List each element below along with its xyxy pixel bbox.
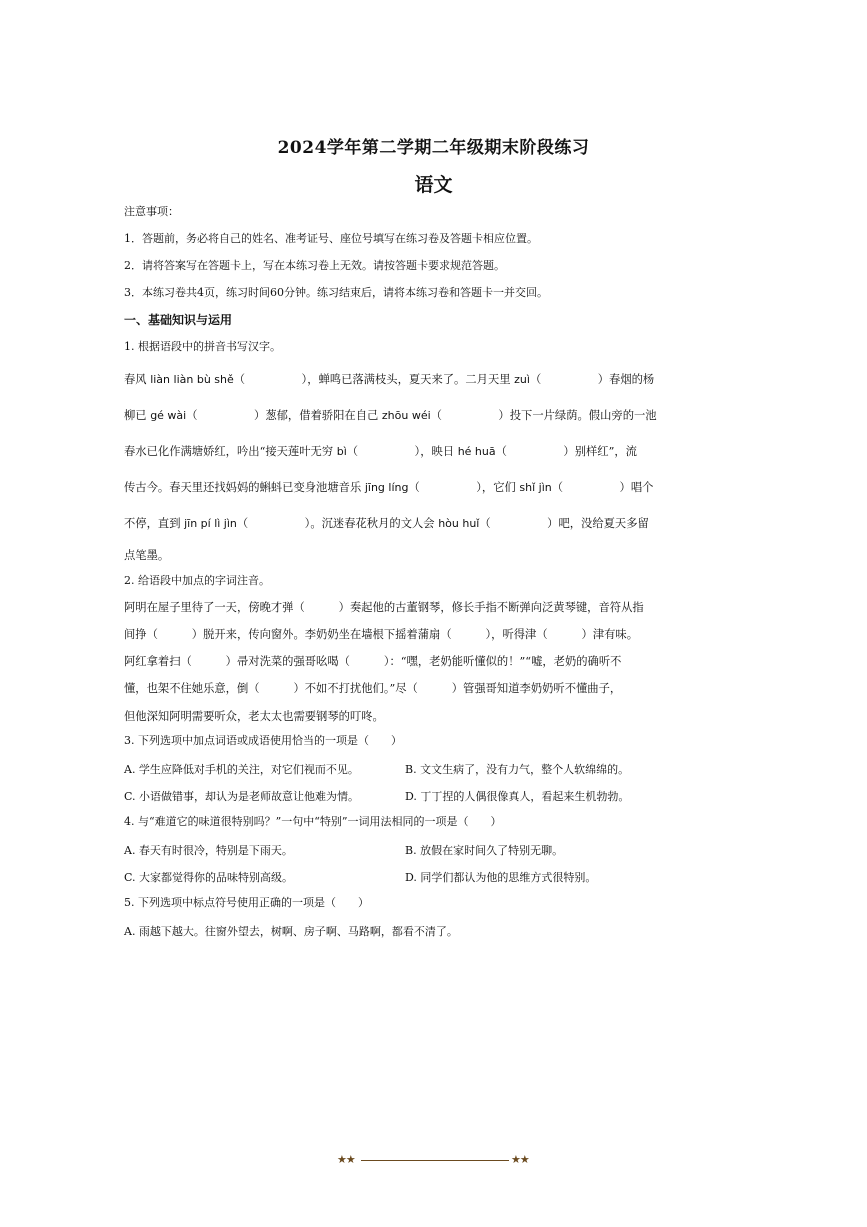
q4-option-b: B. 放假在家时间久了特别无聊。 (405, 844, 564, 857)
pinyin: hé huā (457, 445, 496, 458)
q1-line: 不停，直到 jīn pí lì jìn（ ）。沉迷春花秋月的文人会 hòu huǐ（ ）吧，没给夏天多留 (124, 517, 649, 530)
q3-prompt: 3. 下列选项中加点词语或成语使用恰当的一项是（ ） (124, 734, 402, 747)
q4-option-d: D. 同学们都认为他的思维方式很特别。 (405, 871, 597, 884)
q4-option-c: C. 大家都觉得你的品味特别高级。 (124, 871, 294, 884)
q2-line: 阿明在屋子里待了一天，傍晚才弹（ ）奏起他的古董钢琴，修长手指不断弹向泛黄琴键，音符从指 (124, 601, 644, 614)
q1-line: 春风 liàn liàn bù shě（ ），蝉鸣已落满枝头，夏天来了。二月天里 zuì（ ）春烟的杨 (124, 373, 655, 386)
pinyin: jīn pí lì jìn (184, 517, 237, 530)
pinyin: liàn liàn bù shě (150, 373, 234, 386)
pinyin: hòu huǐ (438, 517, 480, 530)
footer-rule (361, 1160, 509, 1161)
star-icon: ★★ (511, 1153, 529, 1166)
subject-title: 语文 (414, 174, 453, 196)
q3-option-d: D. 丁丁捏的人偶很像真人，看起来生机勃勃。 (405, 790, 630, 803)
q3-option-a: A. 学生应降低对手机的关注，对它们视而不见。 (124, 763, 359, 776)
star-icon: ★★ (337, 1153, 355, 1166)
q3-option-b: B. 文文生病了，没有力气，整个人软绵绵的。 (405, 763, 630, 776)
q2-line: 懂，也架不住她乐意，倒（ ）不如不打扰他们。”尽（ ）管强哥知道李奶奶听不懂曲子， (124, 682, 622, 695)
q4-option-a: A. 春天有时很冷，特别是下雨天。 (124, 844, 293, 857)
pinyin: jīng líng (364, 481, 409, 494)
notice-item-3: 3．本练习卷共4页，练习时间60分钟。练习结束后，请将本练习卷和答题卡一并交回。 (124, 286, 548, 299)
q1-line: 传古今。春天里还找妈妈的蝌蚪已变身池塘音乐 jīng líng（ ），它们 shǐ jìn（ ）唱个 (124, 481, 654, 494)
notice-item-1: 1．答题前，务必将自己的姓名、准考证号、座位号填写在练习卷及答题卡相应位置。 (124, 232, 538, 245)
q2-line: 阿红拿着扫（ ）帚对洗菜的强哥吆喝（ ）：“嘿，老奶能听懂似的！”“嘘，老奶的确听不 (124, 655, 622, 668)
q1-prompt: 1. 根据语段中的拼音书写汉字。 (124, 340, 281, 353)
section-heading-1: 一、基础知识与运用 (124, 313, 233, 327)
q5-prompt: 5. 下列选项中标点符号使用正确的一项是（ ） (124, 896, 369, 909)
q3-option-c: C. 小语做错事，却认为是老师故意让他难为情。 (124, 790, 360, 803)
page-footer-ornament (337, 1153, 533, 1167)
pinyin: zhōu wéi (381, 409, 431, 422)
q2-prompt: 2. 给语段中加点的字词注音。 (124, 574, 270, 587)
q1-line: 点笔墨。 (124, 549, 170, 562)
q5-option-a: A. 雨越下越大。往窗外望去，树啊、房子啊、马路啊，都看不清了。 (124, 925, 458, 938)
exam-title: 2024学年第二学期二年级期末阶段练习 (277, 138, 590, 158)
pinyin: bì (336, 445, 347, 458)
q4-prompt: 4. 与“难道它的味道很特别吗？”一句中“特别”一词用法相同的一项是（ ） (124, 815, 502, 828)
pinyin: gé wài (150, 409, 187, 422)
pinyin: zuì (514, 373, 530, 386)
pinyin: shǐ jìn (519, 481, 552, 494)
q1-line: 柳已 gé wài（ ）葱郁，借着骄阳在自己 zhōu wéi（ ）投下一片绿荫。假山旁的一池 (124, 409, 657, 422)
notice-item-2: 2．请将答案写在答题卡上，写在本练习卷上无效。请按答题卡要求规范答题。 (124, 259, 505, 272)
q1-line: 春水已化作满塘娇红，吟出“接天莲叶无穷 bì（ ），映日 hé huā（ ）别样红”，流 (124, 445, 637, 458)
q2-line: 间挣（ ）脱开来，传向窗外。李奶奶坐在墙根下摇着蒲扇（ ），听得津（ ）津有味。 (124, 628, 639, 641)
notice-heading: 注意事项： (124, 205, 179, 218)
q2-line: 但他深知阿明需要听众，老太太也需要钢琴的叮咚。 (124, 710, 384, 723)
